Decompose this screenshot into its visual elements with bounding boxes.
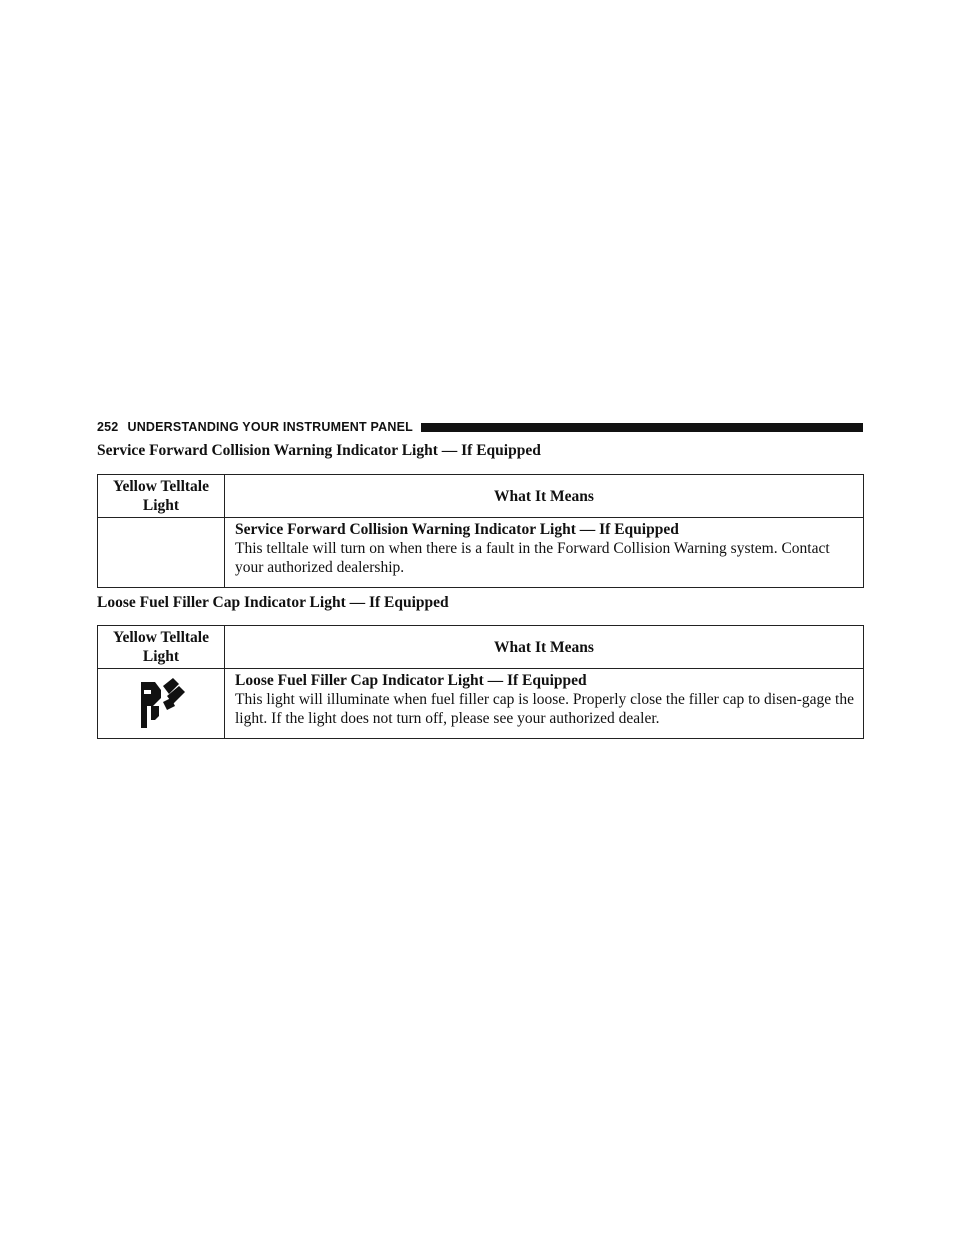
header-rule: [421, 423, 863, 432]
description-cell: [225, 669, 864, 739]
page-number: 252: [97, 420, 119, 434]
column-header-light: Yellow Telltale Light: [98, 475, 225, 518]
row-body: This telltale will turn on when there is a fault in the Forward Collision Warning system. Contact your authorized dealership.: [235, 540, 830, 576]
table-header-row: [98, 626, 864, 669]
row-title: Service Forward Collision Warning Indicator Light — If Equipped: [235, 521, 679, 538]
description-cell: [225, 518, 864, 588]
row-title: Loose Fuel Filler Cap Indicator Light — If Equipped: [235, 672, 587, 689]
telltale-table-forward-collision: [97, 474, 864, 588]
column-header-meaning: What It Means: [225, 626, 864, 669]
column-header-light: Yellow Telltale Light: [98, 626, 225, 669]
table-row: [98, 518, 864, 588]
running-title: UNDERSTANDING YOUR INSTRUMENT PANEL: [127, 420, 413, 434]
fuel-nozzle-icon: [98, 676, 224, 732]
icon-cell: [98, 669, 225, 739]
table-row: [98, 669, 864, 739]
section-heading-fuel-cap: Loose Fuel Filler Cap Indicator Light — If Equipped: [97, 594, 449, 611]
running-header: [97, 418, 863, 436]
section-heading-forward-collision: Service Forward Collision Warning Indicator Light — If Equipped: [97, 442, 541, 459]
icon-cell-empty: [98, 518, 225, 588]
row-body: This light will illuminate when fuel filler cap is loose. Properly close the filler cap to disen-gage the light. If the light does not turn off, please see your authorized dealer.: [235, 691, 854, 727]
table-header-row: [98, 475, 864, 518]
telltale-table-fuel-cap: [97, 625, 864, 739]
column-header-meaning: What It Means: [225, 475, 864, 518]
